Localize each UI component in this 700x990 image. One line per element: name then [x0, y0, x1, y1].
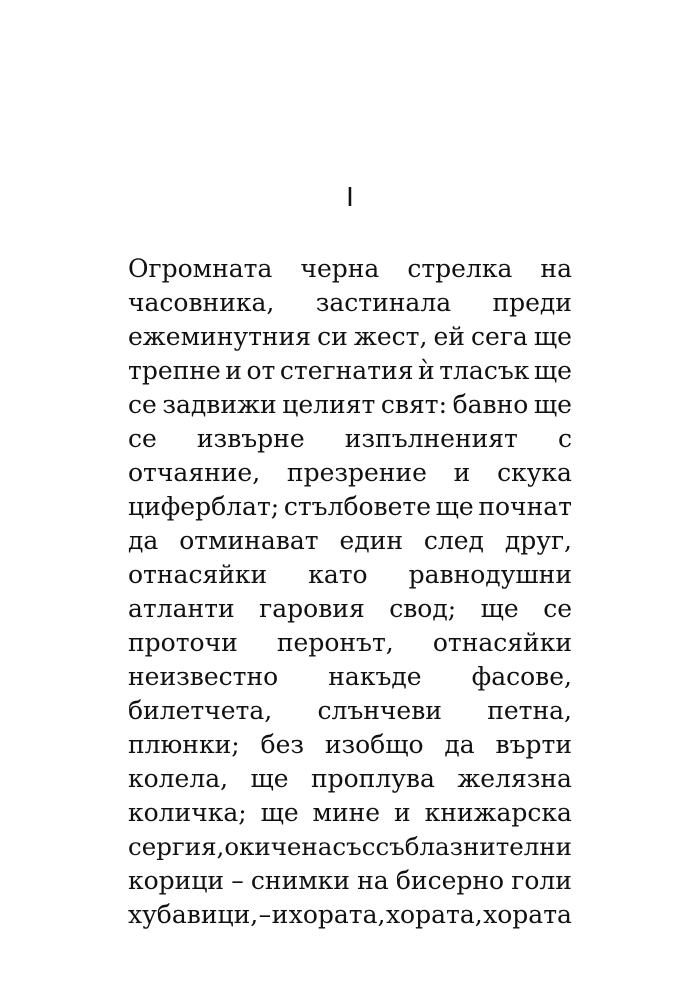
word: и [453, 458, 471, 487]
text-line [128, 524, 572, 558]
text-line [128, 660, 572, 694]
word: друг, [504, 526, 572, 555]
word: изпълненият [344, 424, 518, 453]
word: презрение [286, 458, 427, 487]
word: слънчеви [317, 696, 442, 725]
word: жест, [353, 322, 428, 351]
text-line [128, 830, 572, 864]
word: сега [471, 322, 528, 351]
text-line [128, 626, 572, 660]
text-line [128, 456, 572, 490]
word: почнат [478, 492, 572, 521]
word: стегнатия [279, 356, 414, 385]
word: снимки [250, 866, 350, 895]
word: се [543, 594, 572, 623]
word: атланти [128, 594, 235, 623]
word: хората [483, 900, 572, 929]
text-line [128, 422, 572, 456]
word: – [258, 900, 272, 929]
text-line [128, 252, 572, 286]
word: без [260, 730, 304, 759]
word: отминават [179, 526, 319, 555]
word: голи [511, 866, 572, 895]
word: се [128, 424, 157, 453]
word: плюнки; [128, 730, 240, 759]
text-line [128, 728, 572, 762]
text-line [128, 320, 572, 354]
word: перонът, [276, 628, 394, 657]
word: желязна [457, 764, 572, 793]
word: ще [533, 356, 572, 385]
word: мине [312, 798, 381, 827]
text-line [128, 286, 572, 320]
word: ей [433, 322, 465, 351]
word: след [423, 526, 484, 555]
word: отчаяние, [128, 458, 261, 487]
word: ще [260, 798, 299, 827]
word: върти [495, 730, 572, 759]
word: гаровия [259, 594, 365, 623]
word: циферблат; [128, 492, 280, 521]
word: неизвестно [128, 662, 279, 691]
word: скука [497, 458, 572, 487]
word: окичена [224, 832, 333, 861]
word: бавно [452, 390, 529, 419]
word: стрелка [407, 254, 513, 283]
word: съблазнителни [375, 832, 572, 861]
text-line [128, 490, 572, 524]
word: свят: [380, 390, 448, 419]
word: като [308, 560, 368, 589]
text-line [128, 694, 572, 728]
text-line [128, 762, 572, 796]
word: ще [250, 764, 289, 793]
word: колела, [128, 764, 229, 793]
word: проточи [128, 628, 238, 657]
word: фасове, [471, 662, 572, 691]
word: тласък [439, 356, 530, 385]
word: изобщо [324, 730, 424, 759]
word: извърне [196, 424, 305, 453]
word: ще [533, 390, 572, 419]
word: книжарска [424, 798, 572, 827]
word: накъде [328, 662, 422, 691]
text-line [128, 592, 572, 626]
chapter-heading: I [346, 183, 354, 213]
word: задвижи [162, 390, 277, 419]
text-line [128, 388, 572, 422]
word: на [357, 866, 389, 895]
word: стълбовете [283, 492, 432, 521]
body-text [128, 252, 572, 932]
word: ще [435, 492, 474, 521]
text-line [128, 898, 572, 932]
word: и [271, 900, 289, 929]
word: трепне [128, 356, 221, 385]
word: с [557, 424, 572, 453]
word: на [540, 254, 572, 283]
word: корици [128, 866, 225, 895]
word: да [444, 730, 475, 759]
word: – [231, 866, 244, 895]
text-line [128, 354, 572, 388]
word: и [225, 356, 242, 385]
word: проплува [310, 764, 435, 793]
text-line [128, 796, 572, 830]
word: със [332, 832, 376, 861]
word: бисерно [395, 866, 505, 895]
word: и [394, 798, 411, 827]
word: Огромната [128, 254, 273, 283]
word: целият [282, 390, 376, 419]
word: билетчета, [128, 696, 273, 725]
word: отнасяйки [128, 560, 268, 589]
word: количка; [128, 798, 247, 827]
word: хората, [288, 900, 386, 929]
word: се [128, 390, 157, 419]
word: ще [533, 322, 572, 351]
word: хубавици, [128, 900, 259, 929]
word: петна, [487, 696, 572, 725]
word: свод; [389, 594, 457, 623]
text-line [128, 864, 572, 898]
word: отнасяйки [432, 628, 572, 657]
word: черна [300, 254, 380, 283]
word: преди [492, 288, 572, 317]
word: застинала [315, 288, 452, 317]
word: хората, [385, 900, 483, 929]
word: от [246, 356, 276, 385]
word: си [317, 322, 348, 351]
word: ежеминутния [128, 322, 311, 351]
word: един [339, 526, 403, 555]
word: сергия, [128, 832, 225, 861]
word: ѝ [418, 356, 435, 385]
word: часовника, [128, 288, 275, 317]
word: ще [480, 594, 519, 623]
text-line [128, 558, 572, 592]
word: да [128, 526, 159, 555]
word: равнодушни [408, 560, 572, 589]
